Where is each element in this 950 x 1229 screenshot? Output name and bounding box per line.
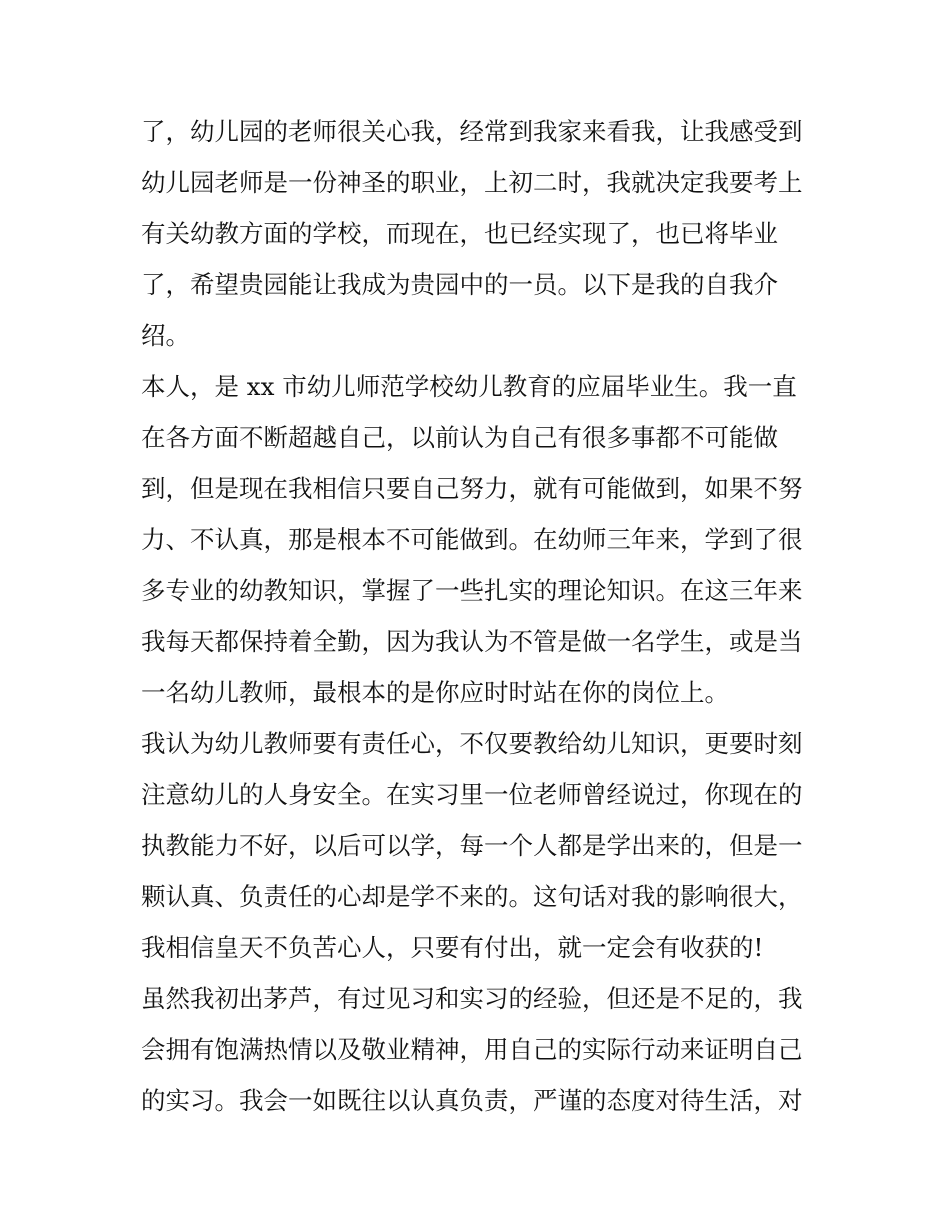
text-line: 本人，是 xx 市幼儿师范学校幼儿教育的应届毕业生。我一直 [141, 372, 797, 401]
text-line: 颗认真、负责任的心却是学不来的。这句话对我的影响很大， [141, 882, 803, 911]
text-line: 虽然我初出茅芦，有过见习和实习的经验，但还是不足的，我 [141, 984, 803, 1013]
text-line: 我每天都保持着全勤，因为我认为不管是做一名学生，或是当 [141, 627, 803, 656]
text-line: 执教能力不好，以后可以学，每一个人都是学出来的，但是一 [141, 831, 803, 860]
text-line: 了，希望贵园能让我成为贵园中的一员。以下是我的自我介 [141, 270, 778, 299]
text-line: 我相信皇天不负苦心人，只要有付出，就一定会有收获的! [141, 933, 764, 962]
text-line: 的实习。我会一如既往以认真负责，严谨的态度对待生活，对 [141, 1086, 803, 1115]
text-line: 绍。 [141, 321, 190, 350]
text-line: 有关幼教方面的学校，而现在，也已经实现了，也已将毕业 [141, 219, 778, 248]
text-line: 会拥有饱满热情以及敬业精神，用自己的实际行动来证明自己 [141, 1035, 803, 1064]
text-line: 幼儿园老师是一份神圣的职业，上初二时，我就决定我要考上 [141, 168, 803, 197]
text-line: 在各方面不断超越自己，以前认为自己有很多事都不可能做 [141, 423, 778, 452]
text-line: 注意幼儿的人身安全。在实习里一位老师曾经说过，你现在的 [141, 780, 803, 809]
text-line: 力、不认真，那是根本不可能做到。在幼师三年来，学到了很 [141, 525, 803, 554]
text-line: 我认为幼儿教师要有责任心，不仅要教给幼儿知识，更要时刻 [141, 729, 803, 758]
text-line: 了，幼儿园的老师很关心我，经常到我家来看我，让我感受到 [141, 117, 803, 146]
document-body [141, 106, 821, 1126]
text-line: 到，但是现在我相信只要自己努力，就有可能做到，如果不努 [141, 474, 803, 503]
text-line: 多专业的幼教知识，掌握了一些扎实的理论知识。在这三年来 [141, 576, 803, 605]
text-line: 一名幼儿教师，最根本的是你应时时站在你的岗位上。 [141, 678, 729, 707]
